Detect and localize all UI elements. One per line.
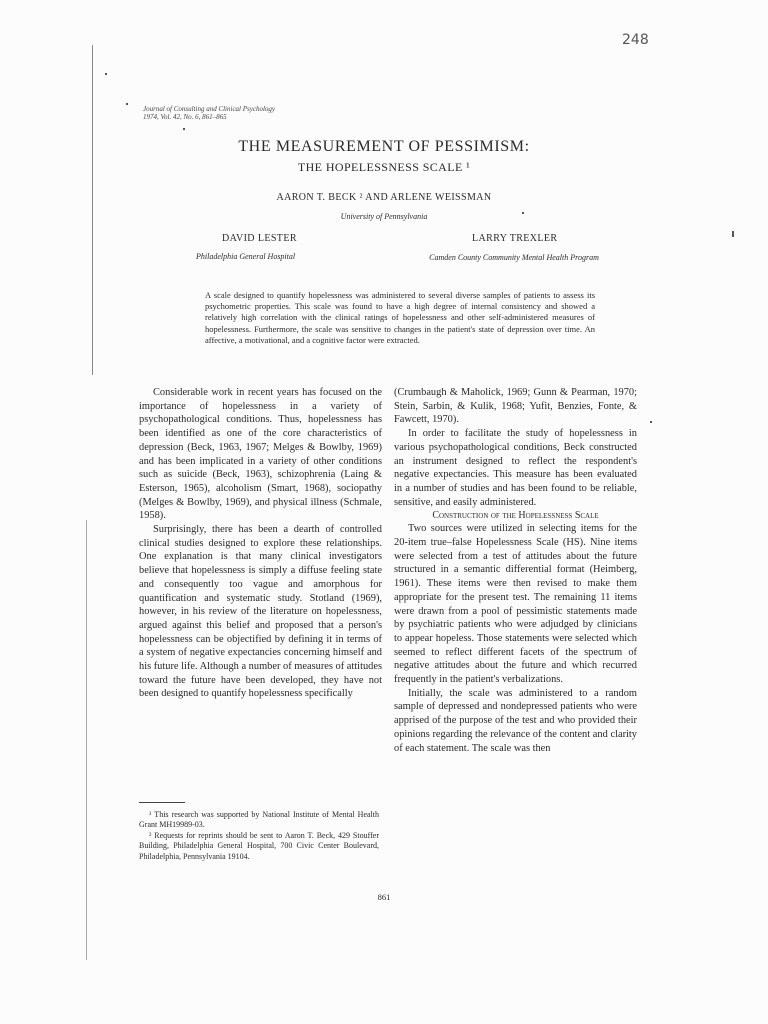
body-paragraph: Surprisingly, there has been a dearth of controlled clinical studies designed to explore these relationships. One explanation is that many clinical investigators believe that hopelessness is simply a diffuse feeling state and consequently too vague and amorphous for quantification and systematic study. Stotland (1969), however, in his review of the literature on hopelessness, argued against this belief and proposed that a person's hopelessness can be objectified by defining it in terms of a system of negative expectancies concerning himself and his future life. Although a number of measures of attitudes toward the future have been developed, they have not been designed to quantify hopelessness specifically bbox=[139, 524, 382, 700]
scan-artifact-dot bbox=[126, 103, 128, 105]
page-number: 248 bbox=[622, 32, 649, 48]
scan-artifact-dot bbox=[105, 73, 107, 75]
body-column-left bbox=[139, 386, 382, 701]
scan-artifact-dot bbox=[650, 421, 652, 423]
abstract: A scale designed to quantify hopelessness was administered to several diverse samples of patients to assess its psychometric properties. This scale was found to have a high degree of internal consistency and showed a relatively high correlation with the clinical ratings of hopelessness and other self-administered measures of hopelessness. Furthermore, the scale was sensitive to changes in the patient's state of depression over time. An affective, a motivational, and a cognitive factor were extracted. bbox=[205, 290, 595, 345]
footnotes bbox=[139, 810, 379, 862]
folio-page-number: 861 bbox=[377, 892, 391, 902]
author-lester: DAVID LESTER bbox=[222, 233, 297, 244]
body-paragraph: Two sources were utilized in selecting items for the 20-item true–false Hopelessness Scale (HS). Nine items were selected from a test of attitudes about the future structured in a semantic differential format (Heimberg, 1961). These items were then revised to make them appropriate for the present test. The remaining 11 items were drawn from a pool of pessimistic statements made by psychiatric patients who were adjudged by clinicians to appear hopeless. Those statements were selected which seemed to reflect different facets of the spectrum of negative attitudes about the future and which recurred frequently in the patient's verbalizations. bbox=[394, 523, 637, 686]
paper-subtitle: THE HOPELESSNESS SCALE ¹ bbox=[297, 160, 471, 174]
scan-artifact-line bbox=[92, 45, 93, 375]
footnote-rule bbox=[139, 802, 185, 803]
affiliation-trexler: Camden County Community Mental Health Program bbox=[429, 253, 599, 262]
footnote-1: ¹ This research was supported by National Institute of Mental Health Grant MH19989-03. bbox=[139, 810, 379, 830]
body-paragraph: In order to facilitate the study of hopelessness in various psychopathological conditions, Beck constructed an instrument designed to reflect the respondent's negative expectancies. This measure has been evaluated in a number of studies and has been found to be reliable, sensitive, and easily administered. bbox=[394, 428, 637, 508]
affiliation-lester: Philadelphia General Hospital bbox=[196, 252, 296, 261]
primary-authors: AARON T. BECK ² AND ARLENE WEISSMAN bbox=[276, 192, 492, 203]
section-heading: Construction of the Hopelessness Scale bbox=[432, 510, 599, 522]
journal-name: Journal of Consulting and Clinical Psychology bbox=[143, 105, 276, 113]
journal-volume: 1974, Vol. 42, No. 6, 861–865 bbox=[143, 113, 227, 121]
author-trexler: LARRY TREXLER bbox=[472, 233, 558, 244]
scan-artifact-dot bbox=[732, 231, 734, 237]
body-paragraph-continued: (Crumbaugh & Maholick, 1969; Gunn & Pearman, 1970; Stein, Sarbin, & Kulik, 1968; Yufit, Benzies, Fonte, & Fawcett, 1970). bbox=[394, 387, 637, 426]
journal-citation bbox=[143, 105, 275, 121]
body-paragraph: Considerable work in recent years has focused on the importance of hopelessness in a variety of psychopathological conditions. Thus, hopelessness has been identified as one of the core characteristics of depression (Beck, 1963, 1967; Melges & Bowlby, 1969) and has been implicated in a variety of other conditions such as suicide (Beck, 1963), schizophrenia (Laing & Esterson, 1965), alcoholism (Smart, 1968), sociopathy (Melges & Bowlby, 1969), and physical illness (Schmale, 1958). bbox=[139, 387, 382, 522]
body-paragraph: Initially, the scale was administered to a random sample of depressed and nondepressed patients who were apprised of the purpose of the test and who provided their opinions regarding the relevance of the content and clarity of each statement. The scale was then bbox=[394, 687, 637, 754]
body-column-right bbox=[394, 386, 637, 755]
footnote-2: ² Requests for reprints should be sent to Aaron T. Beck, 429 Stouffer Building, Philadelphia General Hospital, 700 Civic Center Boulevard, Philadelphia, Pennsylvania 19104. bbox=[139, 830, 379, 861]
primary-affiliation: University of Pennsylvania bbox=[340, 212, 428, 221]
scan-artifact-dot bbox=[183, 128, 185, 130]
paper-title: THE MEASUREMENT OF PESSIMISM: bbox=[238, 138, 530, 155]
